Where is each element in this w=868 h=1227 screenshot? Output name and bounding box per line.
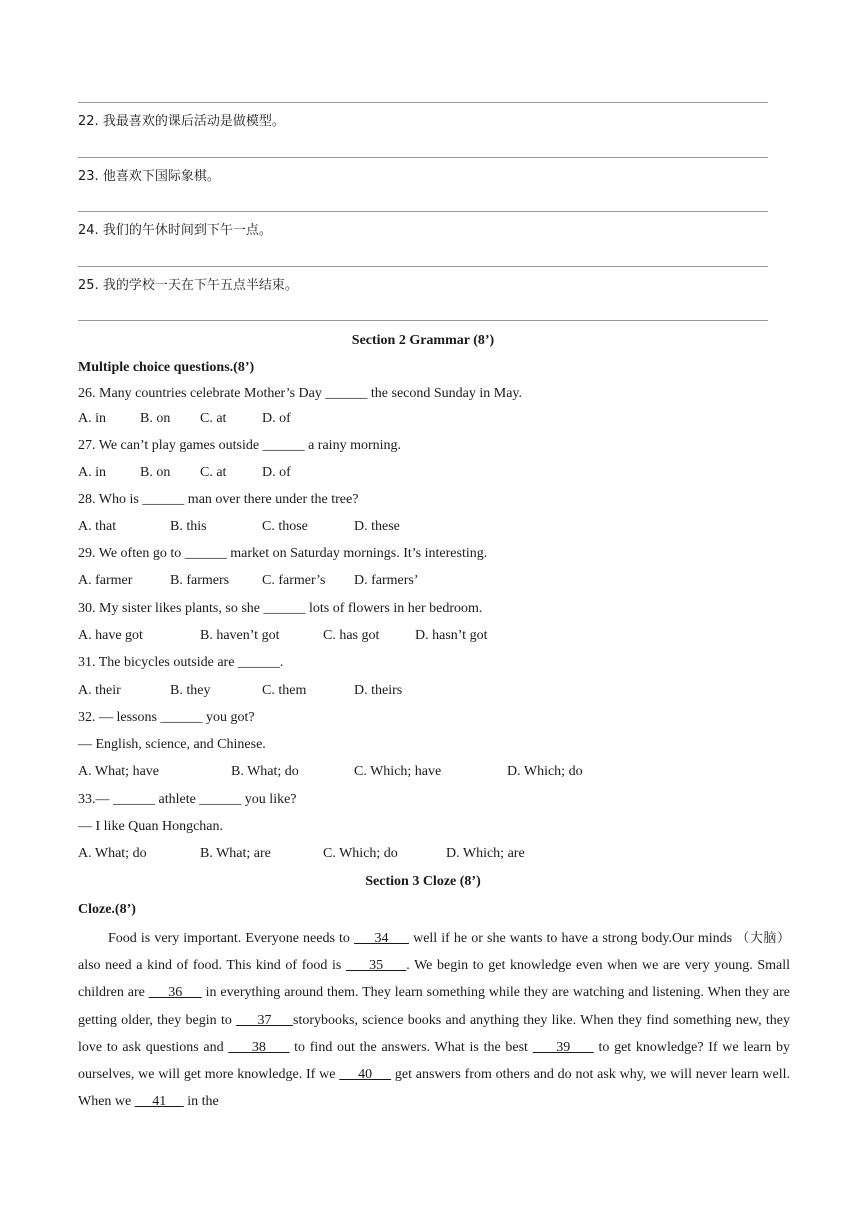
question-32: 32. — lessons ______ you got? xyxy=(78,710,255,725)
answer-rule xyxy=(78,320,768,321)
option-b: B. What; do xyxy=(231,764,299,779)
option-b: B. they xyxy=(170,683,211,698)
option-a: A. farmer xyxy=(78,573,133,588)
option-d: D. these xyxy=(354,519,400,534)
question-26: 26. Many countries celebrate Mother’s Day ______ the second Sunday in May. xyxy=(78,386,523,401)
question-29: 29. We often go to ______ market on Saturday mornings. It’s interesting. xyxy=(78,546,488,561)
option-c: C. has got xyxy=(323,628,380,643)
cloze-text: （大脑） xyxy=(736,931,791,946)
option-c: C. Which; have xyxy=(354,764,442,779)
option-d: D. farmers’ xyxy=(354,573,419,588)
option-a: A. their xyxy=(78,683,121,698)
cloze-blank: 34 xyxy=(354,931,409,946)
item-text: 我最喜欢的课后活动是做模型。 xyxy=(102,114,285,129)
cloze-blank: 35 xyxy=(345,958,407,974)
option-d: D. Which; are xyxy=(446,846,525,861)
option-c: C. at xyxy=(200,411,227,426)
option-c: C. them xyxy=(262,683,307,698)
question-30: 30. My sister likes plants, so she ______ lots of flowers in her bedroom. xyxy=(78,601,483,616)
option-a: A. have got xyxy=(78,628,143,643)
option-a: A. that xyxy=(78,519,117,534)
translation-item-25 xyxy=(78,277,298,295)
item-text: 我们的午休时间到下午一点。 xyxy=(102,223,272,238)
question-31: 31. The bicycles outside are ______. xyxy=(78,655,284,670)
answer-line: — English, science, and Chinese. xyxy=(78,737,266,752)
cloze-text: also need a kind of food. This kind of food is xyxy=(78,958,346,974)
cloze-text: to get knowledge? If we learn by ourselves, we will get more knowledge. If we xyxy=(78,1039,791,1083)
option-d: D. theirs xyxy=(354,683,403,698)
option-c: C. Which; do xyxy=(323,846,398,861)
option-a: A. in xyxy=(78,411,106,426)
cloze-text: in everything around them. They learn something while they are watching and listening. When they are getting older, they begin to xyxy=(78,985,790,1028)
answer-rule xyxy=(78,157,768,158)
option-b: B. farmers xyxy=(170,573,230,588)
option-b: B. on xyxy=(140,465,171,480)
option-d: D. of xyxy=(262,411,291,426)
cloze-passage xyxy=(78,925,790,1115)
cloze-text: Food is very important. Everyone needs to xyxy=(108,931,355,946)
option-d: D. of xyxy=(262,465,291,480)
cloze-text: . We begin to get knowledge even when we are very young. Small children are xyxy=(78,958,790,1001)
option-c: C. farmer’s xyxy=(262,573,326,588)
option-b: B. this xyxy=(170,519,207,534)
section-subheading: Multiple choice questions.(8’) xyxy=(78,360,255,375)
option-c: C. at xyxy=(200,465,227,480)
question-27: 27. We can’t play games outside ______ a rainy morning. xyxy=(78,438,402,453)
cloze-blank: 37 xyxy=(236,1012,293,1028)
option-d: D. Which; do xyxy=(507,764,583,779)
item-text: 我的学校一天在下午五点半结束。 xyxy=(102,278,298,293)
option-d: D. hasn’t got xyxy=(415,628,488,643)
item-number: 22. xyxy=(78,114,99,129)
cloze-text: get answers from others and do not ask why, we will never learn well. When we xyxy=(78,1067,790,1110)
option-b: B. on xyxy=(140,411,171,426)
cloze-blank: 36 xyxy=(148,985,202,1001)
item-text: 他喜欢下国际象棋。 xyxy=(102,169,220,184)
answer-rule xyxy=(78,102,768,103)
section-heading: Section 2 Grammar (8’) xyxy=(351,333,495,348)
translation-item-22 xyxy=(78,113,285,131)
option-c: C. those xyxy=(262,519,308,534)
translation-item-24 xyxy=(78,222,272,240)
cloze-blank: 41 xyxy=(134,1094,184,1110)
question-28: 28. Who is ______ man over there under the tree? xyxy=(78,492,359,507)
item-number: 23. xyxy=(78,169,99,184)
option-b: B. What; are xyxy=(200,846,271,861)
cloze-text: in the xyxy=(183,1094,219,1110)
option-b: B. haven’t got xyxy=(200,628,280,643)
cloze-text: to find out the answers. What is the best xyxy=(289,1039,533,1055)
option-a: A. What; have xyxy=(78,764,159,779)
section-heading: Section 3 Cloze (8’) xyxy=(365,874,481,889)
answer-rule xyxy=(78,266,768,267)
item-number: 24. xyxy=(78,223,99,238)
cloze-blank: 39 xyxy=(532,1039,594,1055)
cloze-blank: 38 xyxy=(228,1039,290,1055)
cloze-text: well if he or she wants to have a strong body.Our minds xyxy=(408,931,737,946)
answer-rule xyxy=(78,211,768,212)
translation-item-23 xyxy=(78,168,220,186)
option-a: A. What; do xyxy=(78,846,147,861)
answer-line: — I like Quan Hongchan. xyxy=(78,819,224,834)
cloze-text: storybooks, science books and anything they like. When they find something new, they love to ask questions and xyxy=(78,1012,791,1055)
section-subheading: Cloze.(8’) xyxy=(78,902,136,917)
cloze-blank: 40 xyxy=(339,1067,392,1083)
item-number: 25. xyxy=(78,278,99,293)
question-33: 33.— ______ athlete ______ you like? xyxy=(78,792,297,807)
option-a: A. in xyxy=(78,465,106,480)
